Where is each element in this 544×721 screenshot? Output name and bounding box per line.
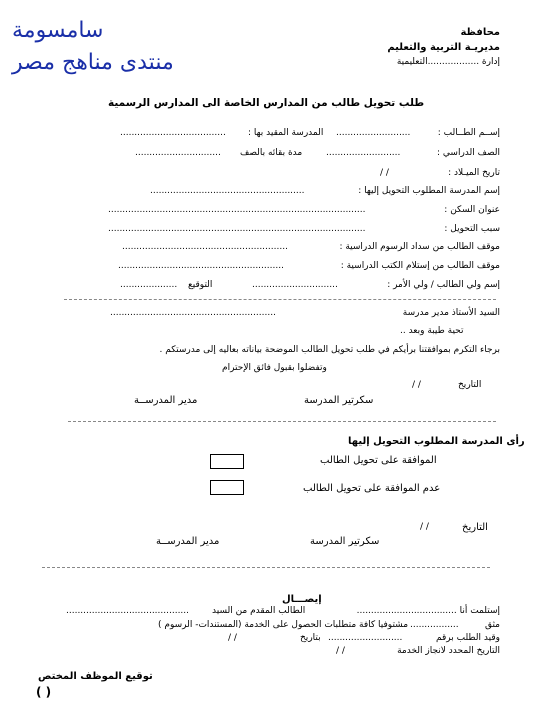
reject-checkbox[interactable] [210, 480, 244, 495]
receipt-line1-a: إستلمت أنا ................................... [356, 606, 500, 616]
letter-body: برجاء التكرم بموافقتنا برأيكم في طلب تحويل الطالب الموضحة بياناته بعاليه إلى مدرستكم . [159, 345, 500, 355]
header-directorate: مديريـة التربية والتعليم [387, 42, 500, 53]
dob-label: تاريخ الميـلاد : [448, 168, 500, 178]
letter-closing: وتفضلوا بقبول فائق الإحترام [222, 363, 327, 373]
opinion-heading: رأى المدرسة المطلوب التحويل إليها [348, 436, 525, 447]
approve-label: الموافقة على تحويل الطالب [320, 455, 437, 466]
employee-signature-label: توقيع الموظف المختص [38, 671, 153, 682]
reason-label: سبب التحويل : [444, 224, 500, 234]
receipt-line3-slashes: / / [228, 633, 237, 643]
letter-date-slashes: / / [412, 380, 421, 390]
receipt-line2-b: مثق [484, 620, 500, 630]
dob-slashes: / / [380, 168, 389, 178]
receipt-line4-slashes: / / [336, 646, 345, 656]
divider [68, 421, 496, 422]
letter-principal: مدير المدرســة [134, 395, 198, 406]
letter-to: السيد الأستاذ مدير مدرسة [402, 308, 500, 318]
reject-label: عدم الموافقة على تحويل الطالب [303, 483, 441, 494]
opinion-principal: مدير المدرســة [156, 536, 220, 547]
address-label: عنوان السكن : [444, 205, 500, 215]
letter-greeting: تحية طيبة وبعد .. [400, 326, 464, 336]
watermark-line1: سامسومة [12, 18, 104, 43]
guardian-label: إسم ولي الطالب / ولي الأمر : [387, 280, 500, 290]
opinion-date-label: التاريخ [462, 522, 488, 533]
signature-label: التوقيع [188, 280, 213, 290]
letter-date-label: التاريخ [458, 380, 482, 390]
grade-label: الصف الدراسي : [437, 148, 500, 158]
approve-checkbox[interactable] [210, 454, 244, 469]
current-school-label: المدرسة المقيد بها : [248, 128, 324, 138]
books-status-label: موقف الطالب من إستلام الكتب الدراسية : [340, 261, 500, 271]
stay-duration-label: مدة بقائه بالصف [240, 148, 303, 158]
receipt-line3-b: بتاريخ [300, 633, 321, 643]
receipt-line4: التاريخ المحدد لانجاز الخدمة [397, 646, 500, 656]
divider [64, 299, 496, 300]
header-administration: إدارة ..................التعليمية [396, 57, 500, 67]
opinion-date-slashes: / / [420, 522, 429, 532]
target-school-label: إسم المدرسة المطلوب التحويل إليها : [358, 186, 500, 196]
header-governorate: محافظة [460, 27, 500, 38]
employee-signature-paren: ( ) [36, 685, 52, 699]
divider [42, 567, 490, 568]
receipt-heading: إيصـــال [282, 594, 322, 605]
fees-status-label: موقف الطالب من سداد الرسوم الدراسية : [339, 242, 500, 252]
receipt-line3-a: وقيد الطلب برقم [435, 633, 500, 643]
receipt-line2-a: مشتوفيا كافة متطلبات الحصول على الخدمة (المستندات- الرسوم ) [158, 620, 409, 630]
page-title: طلب تحويل طالب من المدارس الخاصة الى المدارس الرسمية [108, 97, 425, 109]
receipt-line1-b: الطالب المقدم من السيد [212, 606, 306, 616]
letter-secretary: سكرتير المدرسة [304, 395, 374, 406]
watermark-line2: منتدى مناهج مصر [12, 50, 174, 75]
opinion-secretary: سكرتير المدرسة [310, 536, 380, 547]
student-name-label: إســم الطــالب : [437, 128, 500, 138]
